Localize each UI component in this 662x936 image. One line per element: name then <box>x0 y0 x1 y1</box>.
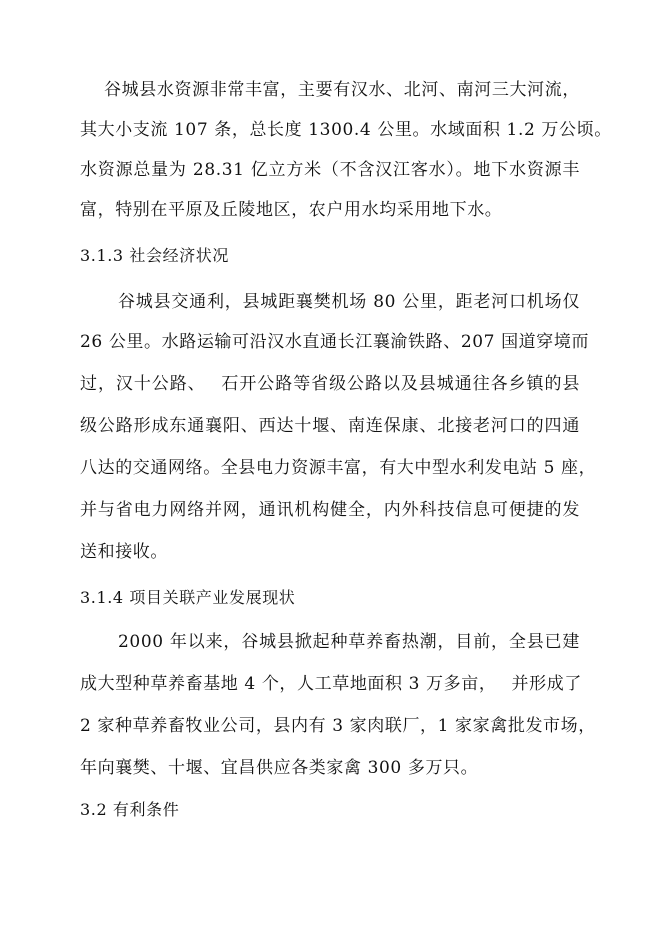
paragraph-economy-line-7: 送和接收。 <box>80 542 168 562</box>
paragraph-economy-line-4: 级公路形成东通襄阳、西达十堰、南连保康、北接老河口的四通 <box>80 416 580 436</box>
paragraph-industry-line-1: 2000 年以来，谷城县掀起种草养畜热潮，目前，全县已建 <box>118 632 580 652</box>
paragraph-water-line-1: 谷城县水资源非常丰富，主要有汉水、北河、南河三大河流， <box>104 80 580 100</box>
paragraph-industry-line-2: 成大型种草养畜基地 4 个，人工草地面积 3 万多亩， 并形成了 <box>80 674 582 694</box>
paragraph-economy-line-3: 过，汉十公路、 石开公路等省级公路以及县城通往各乡镇的县 <box>80 374 580 394</box>
paragraph-water-line-2: 其大小支流 107 条，总长度 1300.4 公里。水域面积 1.2 万公顷。 <box>80 120 612 140</box>
paragraph-economy-line-6: 并与省电力网络并网，通讯机构健全，内外科技信息可便捷的发 <box>80 500 580 520</box>
heading-social-economy: 3.1.3 社会经济状况 <box>80 246 229 265</box>
heading-related-industry: 3.1.4 项目关联产业发展现状 <box>80 588 296 607</box>
heading-advantages: 3.2 有利条件 <box>80 800 180 819</box>
paragraph-economy-line-5: 八达的交通网络。全县电力资源丰富，有大中型水利发电站 5 座， <box>80 458 597 478</box>
paragraph-industry-line-3: 2 家种草养畜牧业公司，县内有 3 家肉联厂，1 家家禽批发市场， <box>80 716 596 736</box>
paragraph-economy-line-2: 26 公里。水路运输可沿汉水直通长江襄渝铁路、207 国道穿境而 <box>80 332 590 352</box>
paragraph-water-line-4: 富，特别在平原及丘陵地区，农户用水均采用地下水。 <box>80 200 503 220</box>
paragraph-industry-line-4: 年向襄樊、十堰、宜昌供应各类家禽 300 多万只。 <box>80 758 479 778</box>
paragraph-economy-line-1: 谷城县交通利，县城距襄樊机场 80 公里，距老河口机场仅 <box>118 292 580 312</box>
paragraph-water-line-3: 水资源总量为 28.31 亿立方米（不含汉江客水）。地下水资源丰 <box>80 160 580 180</box>
